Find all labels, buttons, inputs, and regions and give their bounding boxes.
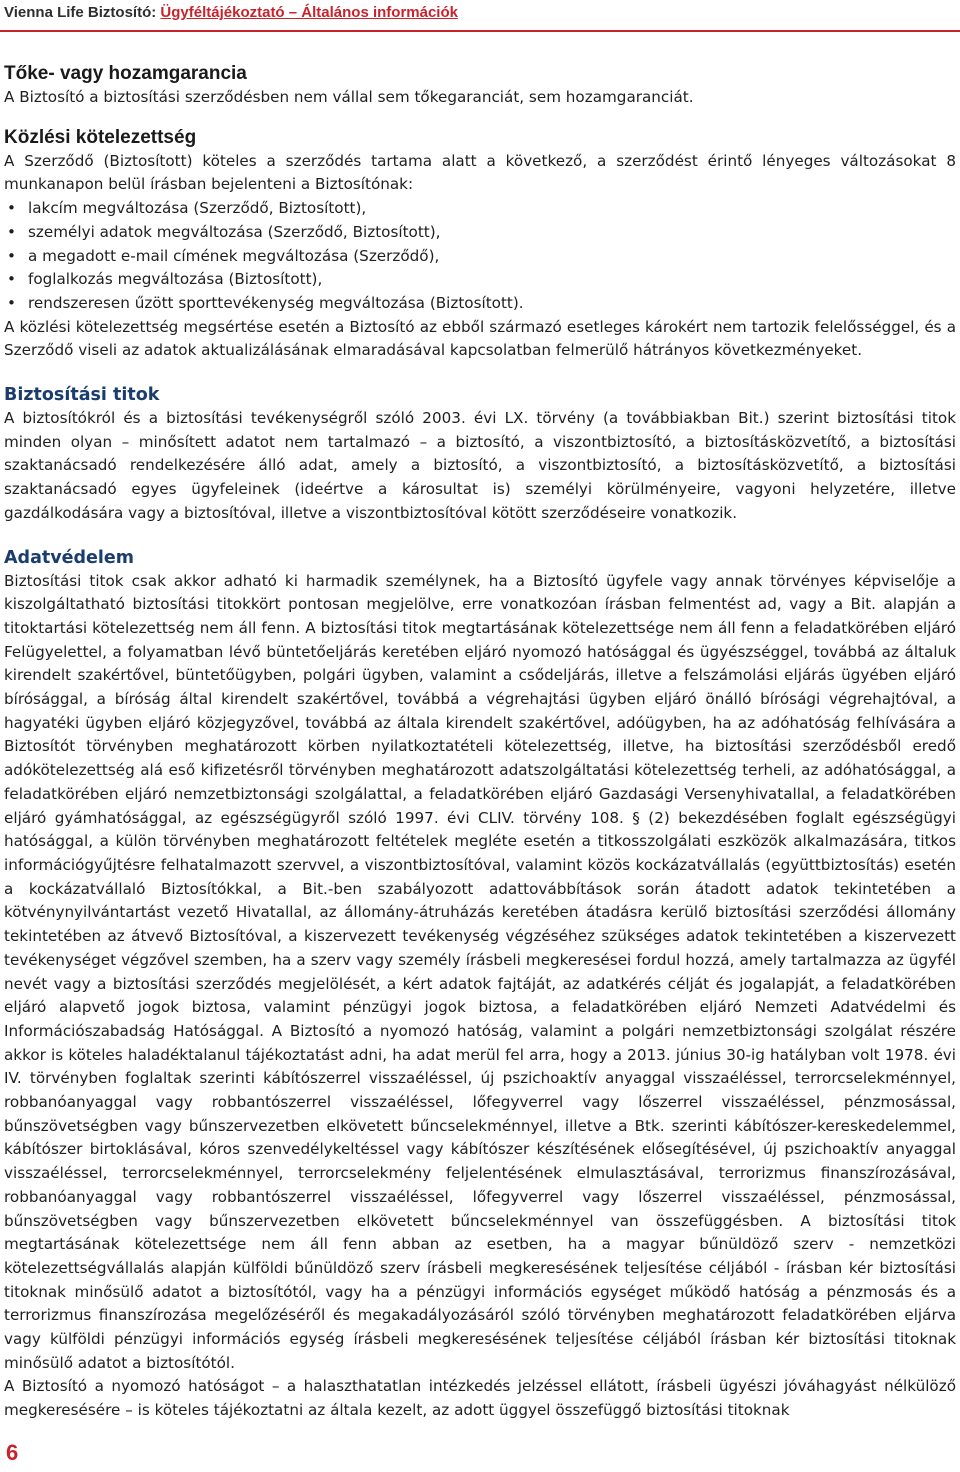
- section-insurance-secret: [4, 383, 956, 526]
- header-breadcrumb-link[interactable]: Ügyféltájékoztató – Általános információk: [160, 4, 458, 21]
- heading-insurance-secret: Biztosítási titok: [4, 385, 160, 406]
- spacer: [4, 363, 956, 383]
- capital-guarantee-text: A Biztosító a biztosítási szerződésben nem vállal sem tőkegaranciát, sem hozamgaranciát.: [4, 88, 694, 106]
- header-brand: Vienna Life Biztosító:: [4, 4, 157, 21]
- disclosure-intro: A Szerződő (Biztosított) köteles a szerződés tartama alatt a következő, a szerződést érintő lényeges változásokat 8 munkanapon belül írásban bejelenteni a Biztosítónak:: [4, 151, 956, 194]
- spacer: [4, 110, 956, 126]
- list-item: • rendszeresen űzött sporttevékenység megváltozása (Biztosított).: [4, 292, 956, 316]
- running-header: [4, 4, 458, 21]
- list-item: • személyi adatok megváltozása (Szerződő, Biztosított),: [4, 221, 956, 245]
- list-item: • foglalkozás megváltozása (Biztosított),: [4, 268, 956, 292]
- list-item: • lakcím megváltozása (Szerződő, Biztosított),: [4, 197, 956, 221]
- header-divider: [0, 30, 960, 32]
- document-body: [4, 62, 956, 1423]
- disclosure-list: [4, 197, 956, 316]
- data-protection-paragraph-1: Biztosítási titok csak akkor adható ki harmadik személynek, ha a Biztosító ügyfele vagy annak törvényes képviselője a kiszolgáltatható biztosítási titokkört pontosan megjelölve, erre vonatkozóan írásban felmentést ad, vagy a Bit. alapján a titoktartási kötelezettség nem áll fenn. A biztosítási titok megtartásának kötelezettsége nem áll fenn a feladatkörében eljáró Felügyelettel, a folyamatban lévő büntetőeljárás keretében eljáró nyomozó hatósággal és ügyészséggel, továbbá az általuk kirendelt szakértővel, büntetőügyben, polgári ügyben, valamint a csődeljárás, illetve a felszámolási eljárás ügyében eljáró bírósággal, a bíróság által kirendelt szakértővel, továbbá a végrehajtási ügyben eljáró önálló bírósági végrehajtóval, a hagyatéki ügyben eljáró közjegyzővel, továbbá az általa kirendelt szakértővel, adóügyben, ha az adóhatóság felhívására a Biztosítót törvényben meghatározott körben nyilatkoztatételi kötelezettség, illetve, ha biztosítási szerződésből eredő adókötelezettség alá eső kifizetésről törvényben meghatározott adatszolgáltatási kötelezettség terheli, az adóhatósággal, a feladatkörében eljáró nemzetbiztonsági szolgálattal, a feladatkörében eljáró Gazdasági Versenyhivatallal, a feladatkörében eljáró gyámhatósággal, az egészségügyről szóló 1997. évi CLIV. törvény 108. § (2) bekezdésében foglalt egészségügyi hatósággal, a külön törvényben meghatározott feltételek meglétе esetén a titkosszolgálati eszközök alkalmazására, titkos információgyűjtésre felhatalmazott szervvel, a viszontbiztosítóval, valamint közös kockázatvállalás (együttbiztosítás) esetén a kockázatvállaló Biztosítókkal, a Bit.-ben szabályozott adattovábbítások során átadott adatok tekintetében a kötvénynyilvántartást vezető Hivatallal, az állomány-átruházás keretében átadásra kerülő biztosítási szerződési állomány tekintetében az átvevő Biztosítóval, a kiszervezett tevékenység végzéséhez szükséges adatok tekintetében a kiszervezett tevékenységet végzővel szemben, ha a szerv vagy személy írásbeli megkeresései fordul hozzá, amely tartalmazza az ügyfél nevét vagy a biztosítási szerződés megjelölését, a kért adatok fajtáját, az adatkérés célját és jogalapját, a feladatkörében eljáró alapvető jogok biztosa, valamint pénzügyi jogok biztosa, a feladatkörében eljáró Nemzeti Adatvédelmi és Információszabadság Hatósággal. A Biztosító a nyomozó hatóság, valamint a polgári nemzetbiztonsági szolgálat részére akkor is köteles haladéktalanul tájékoztatást adni, ha adat merül fel arra, hogy a 2013. június 30-ig hatályban volt 1978. évi IV. törvényben foglaltak szerinti kábítószerrel visszaéléssel, új pszichoaktív anyaggal visszaéléssel, terrorcselekménnyel, robbanóanyaggal vagy robbantószerrel visszaéléssel, lőfegyverrel vagy lőszerrel visszaéléssel, pénzmosással, bűnszövetségben vagy bűnszervezetben elkövetett bűncselekménnyel, illetve a Btk. szerinti kábítószer-kereskedelemmel, kábítószer birtoklásával, kóros szenvedélykeltéssel vagy kábítószer készítésének elősegítésével, új pszichoaktív anyaggal visszaéléssel, terrorcselekménnyel, terrorcselekmény feljelentésének elmulasztásával, terrorizmus finanszírozásával, robbanóanyaggal vagy robbantószerrel visszaéléssel, lőfegyverrel vagy lőszerrel visszaéléssel, pénzmosással, bűnszövetségben vagy bűnszervezetben elkövetett bűncselekménnyel van összefüggésben. A biztosítási titok megtartásának kötelezettsége nem áll fenn abban az esetben, ha a magyar bűnüldöző szerv - nemzetközi kötelezettségvállalás alapján külföldi bűnüldöző szerv írásbeli megkeresésének teljesítése céljából - írásban kér biztosítási titoknak minősülő adatot a biztosítótól, vagy ha a pénzügyi információs egységet működő hatóság a pénzmosás és a terrorizmus finanszírozása megelőzéséről és megakadályozásáról szóló törvényben meghatározott feladatkörében eljárva vagy külföldi pénzügyi információs egység írásbeli megkeresésének teljesítése céljából írásban kér biztosítási titoknak minősülő adatot a biztosítótól.: [4, 571, 956, 1372]
- disclosure-outro: A közlési kötelezettség megsértése esetén a Biztosító az ebből származó esetleges károkért nem tartozik felelősséggel, és a Szerződő viseli az adatok aktualizálásának elmaradásával kapcsolatban felmerülő hátrányos következményeket.: [4, 317, 956, 360]
- heading-disclosure-duty: Közlési kötelezettség: [4, 126, 197, 148]
- section-data-protection: [4, 546, 956, 1423]
- section-disclosure-duty: [4, 126, 956, 363]
- spacer: [4, 526, 956, 546]
- insurance-secret-text: A biztosítókról és a biztosítási tevékenységről szóló 2003. évi LX. törvény (a továbbiakban Bit.) szerint biztosítási titok minden olyan – minősített adatot nem tartalmazó – a biztosító, a viszontbiztosító, a biztosításközvetítő, a biztosítási szaktanácsadó rendelkezésére álló adat, amely a biztosító, a viszontbiztosító, a biztosításközvetítő, a biztosítási szaktanácsadó egyes ügyfeleinek (ideértve a károsultat is) személyi körülményeire, vagyoni helyzetére, illetve gazdálkodására vagy a biztosítóval, illetve a viszontbiztosítóval kötött szerződéseire vonatkozik.: [4, 409, 956, 522]
- page-number: 6: [6, 1440, 19, 1465]
- heading-capital-guarantee: Tőke- vagy hozamgarancia: [4, 63, 247, 84]
- list-item: • a megadott e-mail címének megváltozása (Szerződő),: [4, 245, 956, 269]
- data-protection-paragraph-2: A Biztosító a nyomozó hatóságot – a halaszthatatlan intézkedés jelzéssel ellátott, írásbeli ügyészi jóváhagyást nélkülöző megkeresésére – is köteles tájékoztatni az általa kezelt, az adott üggyel összefüggő biztosítási titoknak: [4, 1377, 956, 1420]
- section-capital-guarantee: [4, 62, 956, 110]
- heading-data-protection: Adatvédelem: [4, 547, 135, 568]
